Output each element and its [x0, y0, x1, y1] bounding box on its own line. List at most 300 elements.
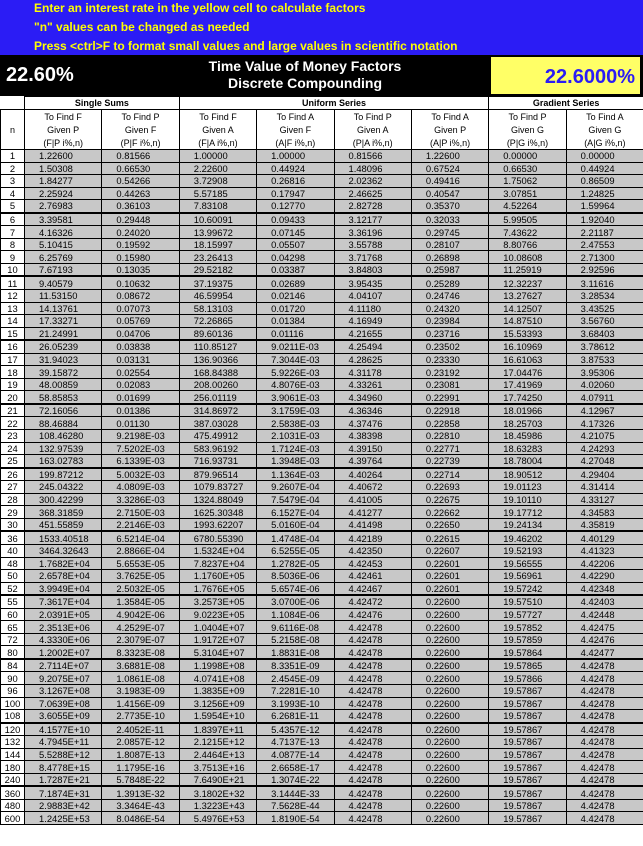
factor-cell: 0.13035 — [102, 263, 179, 276]
factor-cell: 0.05769 — [102, 315, 179, 328]
n-cell[interactable]: 96 — [1, 684, 25, 697]
factor-cell: 9.2607E-04 — [257, 481, 334, 494]
factor-cell: 0.23081 — [411, 378, 488, 391]
factor-cell: 2.4464E+13 — [179, 748, 256, 761]
factor-cell: 1.3074E-22 — [257, 773, 334, 786]
factor-cell: 4.41323 — [566, 544, 643, 557]
factor-cell: 2.5032E-05 — [102, 582, 179, 595]
factor-cell: 0.22600 — [411, 761, 488, 774]
n-cell[interactable]: 12 — [1, 290, 25, 303]
factor-cell: 4.42478 — [334, 748, 411, 761]
n-cell[interactable]: 27 — [1, 481, 25, 494]
factor-cell: 18.45986 — [489, 430, 566, 443]
factor-cell: 0.15980 — [102, 251, 179, 264]
factor-cell: 2.8866E-04 — [102, 544, 179, 557]
n-cell[interactable]: 3 — [1, 175, 25, 188]
factor-cell: 5.6574E-06 — [257, 582, 334, 595]
n-cell[interactable]: 5 — [1, 200, 25, 213]
n-cell[interactable]: 90 — [1, 672, 25, 685]
factor-cell: 5.9226E-03 — [257, 366, 334, 379]
factor-cell: 0.22600 — [411, 621, 488, 634]
factor-cell: 4.42475 — [566, 621, 643, 634]
n-cell[interactable]: 72 — [1, 633, 25, 646]
n-cell[interactable]: 48 — [1, 557, 25, 570]
factor-cell: 0.22600 — [411, 608, 488, 621]
factor-cell: 18.01966 — [489, 404, 566, 417]
factor-cell: 16.61063 — [489, 353, 566, 366]
table-row — [1, 697, 643, 710]
factor-cell: 4.36346 — [334, 404, 411, 417]
n-cell[interactable]: 19 — [1, 378, 25, 391]
n-cell[interactable]: 100 — [1, 697, 25, 710]
factor-cell: 19.10110 — [489, 493, 566, 506]
factor-cell: 4.38398 — [334, 430, 411, 443]
n-cell[interactable]: 20 — [1, 391, 25, 404]
factor-cell: 475.49912 — [179, 430, 256, 443]
factor-cell: 4.42478 — [334, 786, 411, 799]
factor-cell: 3.1759E-03 — [257, 404, 334, 417]
n-cell[interactable]: 36 — [1, 531, 25, 544]
factor-cell: 3.78612 — [566, 340, 643, 353]
factor-cell: 1.3913E-32 — [102, 786, 179, 799]
factor-cell: 3.95435 — [334, 276, 411, 289]
n-cell[interactable]: 13 — [1, 302, 25, 315]
factor-cell: 0.22600 — [411, 710, 488, 723]
factor-cell: 1.2782E-05 — [257, 557, 334, 570]
factor-cell: 19.57242 — [489, 582, 566, 595]
n-cell[interactable]: 28 — [1, 493, 25, 506]
factor-cell: 4.42472 — [334, 595, 411, 608]
factor-cell: 0.00000 — [489, 150, 566, 163]
factor-cell: 5.0160E-04 — [257, 518, 334, 531]
factor-cell: 0.22675 — [411, 493, 488, 506]
column-header: To Find P — [334, 110, 411, 124]
table-row — [1, 378, 643, 391]
n-cell[interactable]: 1 — [1, 150, 25, 163]
title-line: Time Value of Money Factors — [208, 58, 402, 74]
factor-cell: 4.42478 — [566, 812, 643, 825]
table-row — [1, 455, 643, 468]
factor-cell: 4.35819 — [566, 518, 643, 531]
factor-cell: 4.42478 — [566, 684, 643, 697]
factor-cell: 1993.62207 — [179, 518, 256, 531]
factor-cell: 4.0809E-03 — [102, 481, 179, 494]
factor-cell: 4.24293 — [566, 442, 643, 455]
factor-cell: 18.63283 — [489, 442, 566, 455]
factor-cell: 19.57867 — [489, 697, 566, 710]
factor-cell: 4.42478 — [334, 773, 411, 786]
factor-cell: 1.0861E-08 — [102, 672, 179, 685]
factor-cell: 31.94023 — [25, 353, 102, 366]
factor-cell: 15.53393 — [489, 327, 566, 340]
table-row — [1, 493, 643, 506]
n-cell[interactable]: 120 — [1, 723, 25, 736]
n-cell[interactable]: 40 — [1, 544, 25, 557]
factor-cell: 9.0211E-03 — [257, 340, 334, 353]
factor-cell: 7.3044E-03 — [257, 353, 334, 366]
factor-cell: 208.00260 — [179, 378, 256, 391]
n-cell[interactable]: 144 — [1, 748, 25, 761]
factor-cell: 0.32033 — [411, 213, 488, 226]
factor-cell: 163.02783 — [25, 455, 102, 468]
factor-cell: 1.50308 — [25, 162, 102, 175]
factor-cell: 21.24991 — [25, 327, 102, 340]
n-cell[interactable]: 30 — [1, 518, 25, 531]
column-header: To Find P — [102, 110, 179, 124]
table-row — [1, 162, 643, 175]
factor-cell: 3.28534 — [566, 290, 643, 303]
factor-cell: 4.41005 — [334, 493, 411, 506]
table-row — [1, 404, 643, 417]
n-cell[interactable]: 26 — [1, 468, 25, 481]
column-header: Given P — [411, 123, 488, 136]
factor-cell: 4.9042E-06 — [102, 608, 179, 621]
n-cell[interactable]: 84 — [1, 659, 25, 672]
factor-cell: 0.22600 — [411, 748, 488, 761]
factor-cell: 0.66530 — [489, 162, 566, 175]
factor-cell: 0.09433 — [257, 213, 334, 226]
n-cell[interactable]: 65 — [1, 621, 25, 634]
factor-cell: 1.5954E+10 — [179, 710, 256, 723]
n-cell[interactable]: 25 — [1, 455, 25, 468]
factor-cell: 0.86509 — [566, 175, 643, 188]
factor-cell: 0.01116 — [257, 327, 334, 340]
factor-cell: 3464.32643 — [25, 544, 102, 557]
factor-cell: 0.28107 — [411, 238, 488, 251]
n-cell[interactable]: 360 — [1, 786, 25, 799]
factor-cell: 1.0404E+07 — [179, 621, 256, 634]
factor-cell: 58.13103 — [179, 302, 256, 315]
n-cell[interactable]: 52 — [1, 582, 25, 595]
factor-cell: 5.0032E-03 — [102, 468, 179, 481]
factor-cell: 2.47553 — [566, 238, 643, 251]
n-cell[interactable]: 7 — [1, 226, 25, 239]
factor-cell: 19.52193 — [489, 544, 566, 557]
n-cell[interactable]: 11 — [1, 276, 25, 289]
factor-cell: 19.57867 — [489, 710, 566, 723]
factor-cell: 1.4748E-04 — [257, 531, 334, 544]
factor-cell: 0.35370 — [411, 200, 488, 213]
factor-cell: 13.27627 — [489, 290, 566, 303]
factor-cell: 3.1993E-10 — [257, 697, 334, 710]
factor-cell: 5.3104E+07 — [179, 646, 256, 659]
factor-cell: 4.8076E-03 — [257, 378, 334, 391]
factor-cell: 4.52264 — [489, 200, 566, 213]
column-header: Given P — [25, 123, 102, 136]
factor-cell: 3.12177 — [334, 213, 411, 226]
factor-cell: 6.25769 — [25, 251, 102, 264]
factor-cell: 7.43622 — [489, 226, 566, 239]
n-cell[interactable]: 6 — [1, 213, 25, 226]
factor-cell: 3.1983E-09 — [102, 684, 179, 697]
table-row — [1, 812, 643, 825]
factor-cell: 1.9172E+07 — [179, 633, 256, 646]
factor-cell: 1.7287E+21 — [25, 773, 102, 786]
factor-cell: 5.5288E+12 — [25, 748, 102, 761]
factor-cell: 4.42478 — [334, 799, 411, 812]
factor-cell: 4.42478 — [334, 736, 411, 749]
factor-cell: 13.99672 — [179, 226, 256, 239]
factor-cell: 4.41498 — [334, 518, 411, 531]
factor-cell: 0.24320 — [411, 302, 488, 315]
factor-cell: 2.9883E+42 — [25, 799, 102, 812]
factor-cell: 4.34583 — [566, 506, 643, 519]
factor-cell: 4.42467 — [334, 582, 411, 595]
factor-cell: 1.00000 — [179, 150, 256, 163]
factor-cell: 0.01384 — [257, 315, 334, 328]
factor-cell: 4.42206 — [566, 557, 643, 570]
n-cell[interactable]: 2 — [1, 162, 25, 175]
table-row — [1, 646, 643, 659]
n-cell[interactable]: 15 — [1, 327, 25, 340]
factor-cell: 4.42478 — [566, 672, 643, 685]
factor-cell: 4.40264 — [334, 468, 411, 481]
n-cell[interactable]: 480 — [1, 799, 25, 812]
factor-cell: 879.96514 — [179, 468, 256, 481]
factor-cell: 4.7945E+11 — [25, 736, 102, 749]
factor-cell: 451.55859 — [25, 518, 102, 531]
table-row — [1, 582, 643, 595]
factor-cell: 1533.40518 — [25, 531, 102, 544]
table-row — [1, 430, 643, 443]
n-cell[interactable]: 4 — [1, 187, 25, 200]
n-cell[interactable]: 17 — [1, 353, 25, 366]
factor-cell: 0.22615 — [411, 531, 488, 544]
factor-cell: 4.42476 — [334, 608, 411, 621]
factor-cell: 1.48096 — [334, 162, 411, 175]
n-cell[interactable]: 9 — [1, 251, 25, 264]
table-row — [1, 315, 643, 328]
table-row — [1, 633, 643, 646]
column-header: (A|P i%,n) — [411, 136, 488, 150]
n-cell[interactable]: 108 — [1, 710, 25, 723]
factor-cell: 2.71300 — [566, 251, 643, 264]
n-cell[interactable]: 14 — [1, 315, 25, 328]
instruction-line: Enter an interest rate in the yellow cell to calculate factors — [34, 1, 366, 15]
factor-cell: 0.54266 — [102, 175, 179, 188]
factor-cell: 245.04322 — [25, 481, 102, 494]
factor-cell: 3.2573E+05 — [179, 595, 256, 608]
factor-cell: 46.59954 — [179, 290, 256, 303]
table-row — [1, 150, 643, 163]
factor-cell: 300.42299 — [25, 493, 102, 506]
factor-cell: 19.56961 — [489, 570, 566, 583]
factor-cell: 0.01699 — [102, 391, 179, 404]
factor-cell: 4.42478 — [334, 812, 411, 825]
factor-cell: 4.25494 — [334, 340, 411, 353]
factor-cell: 23.26413 — [179, 251, 256, 264]
n-header: n — [1, 110, 25, 150]
n-cell[interactable]: 22 — [1, 417, 25, 430]
column-header: Given G — [566, 123, 643, 136]
table-row — [1, 786, 643, 799]
factor-cell: 4.42478 — [334, 697, 411, 710]
n-cell[interactable]: 55 — [1, 595, 25, 608]
factor-cell: 2.4545E-09 — [257, 672, 334, 685]
table-row — [1, 213, 643, 226]
factor-cell: 1.2425E+53 — [25, 812, 102, 825]
factor-cell: 19.57867 — [489, 684, 566, 697]
factor-cell: 7.6490E+21 — [179, 773, 256, 786]
factor-cell: 1.92040 — [566, 213, 643, 226]
factor-cell: 2.02362 — [334, 175, 411, 188]
factor-cell: 0.22600 — [411, 736, 488, 749]
n-cell[interactable]: 24 — [1, 442, 25, 455]
column-header: To Find A — [566, 110, 643, 124]
factor-cell: 19.01123 — [489, 481, 566, 494]
factor-cell: 7.2281E-10 — [257, 684, 334, 697]
column-header: (F|P i%,n) — [25, 136, 102, 150]
factor-cell: 3.6055E+09 — [25, 710, 102, 723]
factor-cell: 0.22601 — [411, 570, 488, 583]
factor-cell: 4.42478 — [334, 633, 411, 646]
factor-cell: 3.1802E+32 — [179, 786, 256, 799]
factor-cell: 19.57867 — [489, 761, 566, 774]
factor-cell: 4.42477 — [566, 646, 643, 659]
factor-cell: 39.15872 — [25, 366, 102, 379]
column-header: Given G — [489, 123, 566, 136]
table-row — [1, 353, 643, 366]
column-header: To Find P — [489, 110, 566, 124]
column-header: (P|F i%,n) — [102, 136, 179, 150]
factor-cell: 3.3286E-03 — [102, 493, 179, 506]
factor-cell: 5.4357E-12 — [257, 723, 334, 736]
factor-cell: 4.21655 — [334, 327, 411, 340]
n-cell[interactable]: 180 — [1, 761, 25, 774]
factor-cell: 0.19592 — [102, 238, 179, 251]
table-row — [1, 251, 643, 264]
table-row — [1, 187, 643, 200]
column-header: To Find A — [411, 110, 488, 124]
factor-cell: 3.07851 — [489, 187, 566, 200]
table-row — [1, 736, 643, 749]
factor-cell: 11.25919 — [489, 263, 566, 276]
column-header: (P|G i%,n) — [489, 136, 566, 150]
table-row — [1, 302, 643, 315]
factor-cell: 583.96192 — [179, 442, 256, 455]
table-row — [1, 595, 643, 608]
factor-cell: 1.1795E-16 — [102, 761, 179, 774]
table-row — [1, 799, 643, 812]
factor-cell: 4.42478 — [566, 736, 643, 749]
factor-cell: 3.9949E+04 — [25, 582, 102, 595]
factor-cell: 0.02083 — [102, 378, 179, 391]
n-cell[interactable]: 10 — [1, 263, 25, 276]
factor-cell: 1.7682E+04 — [25, 557, 102, 570]
n-cell[interactable]: 23 — [1, 430, 25, 443]
factor-cell: 1.3584E-05 — [102, 595, 179, 608]
factor-cell: 26.05239 — [25, 340, 102, 353]
table-row — [1, 773, 643, 786]
group-header-uniform-series: Uniform Series — [179, 97, 489, 110]
factor-cell: 4.21075 — [566, 430, 643, 443]
factor-cell: 0.22662 — [411, 506, 488, 519]
factor-cell: 7.67193 — [25, 263, 102, 276]
factor-cell: 19.57852 — [489, 621, 566, 634]
factor-cell: 1.1760E+05 — [179, 570, 256, 583]
factor-cell: 19.57867 — [489, 799, 566, 812]
n-cell[interactable]: 80 — [1, 646, 25, 659]
factor-cell: 12.32237 — [489, 276, 566, 289]
factor-cell: 0.22918 — [411, 404, 488, 417]
factor-cell: 0.22693 — [411, 481, 488, 494]
factor-cell: 0.23716 — [411, 327, 488, 340]
factor-cell: 0.22810 — [411, 430, 488, 443]
n-cell[interactable]: 16 — [1, 340, 25, 353]
interest-rate-input[interactable]: 22.6000% — [489, 55, 642, 96]
factor-cell: 3.1444E-33 — [257, 786, 334, 799]
factor-cell: 0.24746 — [411, 290, 488, 303]
n-cell[interactable]: 240 — [1, 773, 25, 786]
factor-cell: 4.16949 — [334, 315, 411, 328]
n-cell[interactable]: 29 — [1, 506, 25, 519]
factor-cell: 4.42478 — [334, 684, 411, 697]
factor-cell: 17.33271 — [25, 315, 102, 328]
factor-cell: 256.01119 — [179, 391, 256, 404]
table-row — [1, 417, 643, 430]
factor-cell: 6.1527E-04 — [257, 506, 334, 519]
factor-cell: 0.22991 — [411, 391, 488, 404]
factor-cell: 58.85853 — [25, 391, 102, 404]
factor-cell: 0.22771 — [411, 442, 488, 455]
factor-cell: 4.7137E-13 — [257, 736, 334, 749]
factor-cell: 0.02689 — [257, 276, 334, 289]
factor-cell: 19.46202 — [489, 531, 566, 544]
factor-cell: 1625.30348 — [179, 506, 256, 519]
factor-cell: 0.22600 — [411, 812, 488, 825]
factor-cell: 1.1084E-06 — [257, 608, 334, 621]
factor-cell: 1.8190E-54 — [257, 812, 334, 825]
n-cell[interactable]: 132 — [1, 736, 25, 749]
table-row — [1, 684, 643, 697]
n-cell[interactable]: 21 — [1, 404, 25, 417]
factor-cell: 3.36196 — [334, 226, 411, 239]
factor-cell: 4.3330E+06 — [25, 633, 102, 646]
factor-cell: 4.37476 — [334, 417, 411, 430]
factor-cell: 0.02554 — [102, 366, 179, 379]
factor-cell: 4.29404 — [566, 468, 643, 481]
factor-cell: 19.17712 — [489, 506, 566, 519]
factor-cell: 4.42478 — [334, 723, 411, 736]
factor-cell: 2.1215E+12 — [179, 736, 256, 749]
factor-table — [0, 96, 643, 825]
factor-cell: 89.60136 — [179, 327, 256, 340]
factor-cell: 4.40672 — [334, 481, 411, 494]
factor-cell: 0.03131 — [102, 353, 179, 366]
factor-cell: 4.41277 — [334, 506, 411, 519]
n-cell[interactable]: 18 — [1, 366, 25, 379]
n-cell[interactable]: 600 — [1, 812, 25, 825]
n-cell[interactable]: 60 — [1, 608, 25, 621]
factor-cell: 3.7513E+16 — [179, 761, 256, 774]
rate-display: 22.60% — [6, 64, 74, 86]
factor-cell: 136.90366 — [179, 353, 256, 366]
column-header: (P|A i%,n) — [334, 136, 411, 150]
group-header-gradient-series: Gradient Series — [489, 97, 643, 110]
table-row — [1, 621, 643, 634]
factor-cell: 3.84803 — [334, 263, 411, 276]
factor-cell: 8.4778E+15 — [25, 761, 102, 774]
factor-cell: 4.39150 — [334, 442, 411, 455]
factor-cell: 108.46280 — [25, 430, 102, 443]
n-cell[interactable]: 8 — [1, 238, 25, 251]
factor-cell: 5.99505 — [489, 213, 566, 226]
factor-cell: 0.22600 — [411, 595, 488, 608]
n-cell[interactable]: 50 — [1, 570, 25, 583]
table-row — [1, 366, 643, 379]
factor-cell: 0.04298 — [257, 251, 334, 264]
factor-cell: 18.90512 — [489, 468, 566, 481]
